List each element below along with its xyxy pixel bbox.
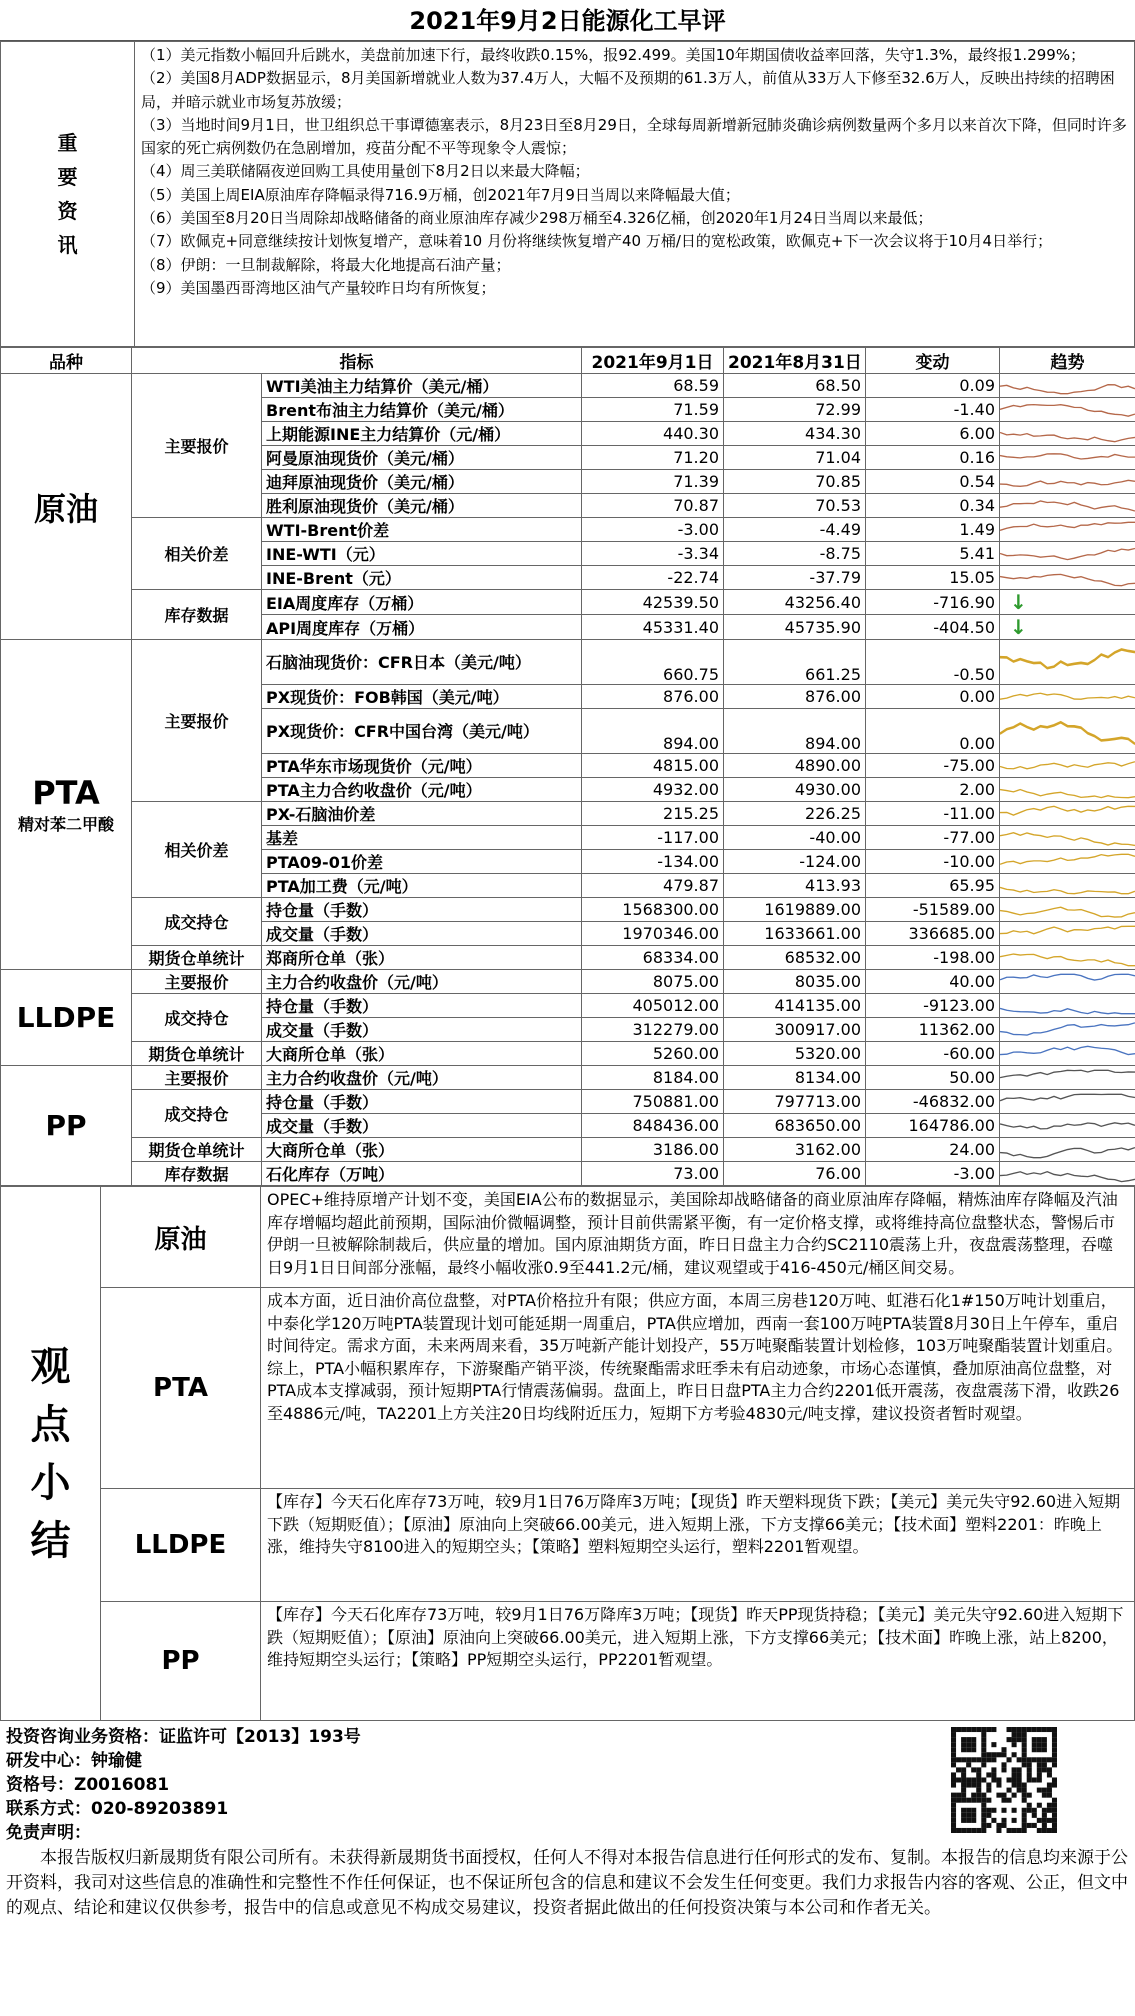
trend-cell — [1000, 1066, 1135, 1090]
table-row — [1, 802, 1135, 826]
value-sep1: 8075.00 — [582, 970, 724, 994]
table-row — [1, 1042, 1135, 1066]
lldpe-group-label: 期货仓单统计 — [132, 1042, 262, 1066]
lldpe-group-label: 成交持仓 — [132, 994, 262, 1042]
value-aug31: 300917.00 — [724, 1018, 866, 1042]
value-aug31: 76.00 — [724, 1162, 866, 1186]
value-aug31: -4.49 — [724, 518, 866, 542]
value-change: 0.34 — [866, 494, 1000, 518]
value-sep1: 312279.00 — [582, 1018, 724, 1042]
trend-sparkline — [1000, 543, 1135, 565]
footer — [0, 1721, 1135, 1925]
value-sep1: 894.00 — [582, 709, 724, 754]
value-aug31: -40.00 — [724, 826, 866, 850]
value-aug31: 4930.00 — [724, 778, 866, 802]
trend-sparkline — [1000, 827, 1135, 849]
indicator-name: 郑商所仓单（张） — [262, 946, 582, 970]
indicator-name: 持仓量（手数） — [262, 994, 582, 1018]
view-section-text: 成本方面，近日油价高位盘整，对PTA价格拉升有限；供应方面，本周三房巷120万吨、虹港石化1#150万吨计划重启，中泰化学120万吨PTA装置现计划可能延期一周重启，PTA供应增加，西南一套100万吨PTA装置8月30日上午停车，重启时间待定。需求方面，未来两周来看，35万吨新产能计划投产，55万吨聚酯装置计划检修，103万吨聚酯装置计划重启。综上，PTA小幅积累库存，下游聚酯产销平淡，传统聚酯需求旺季未有启动迹象，市场心态谨慎，叠加原油高位盘整，对PTA成本支撑减弱，预计短期PTA行情震荡偏弱。盘面上，昨日日盘PTA主力合约2201低开震荡，夜盘震荡下滑，收跌26至4886元/吨，TA2201上方关注20日均线附近压力，短期下方考验4830元/吨支撑，建议投资者暂时观望。 — [261, 1288, 1135, 1489]
view-summary-section — [0, 1186, 1135, 1721]
view-section-text: OPEC+维持原增产计划不变，美国EIA公布的数据显示，美国除却战略储备的商业原油库存降幅，精炼油库存降幅及汽油库存增幅均超此前预期，国际油价微幅调整，预计目前供需紧平衡，有一定价格支撑，或将维持高位盘整状态，警惕后市伊朗一旦被解除制裁后，供应量的增加。国内原油期货方面，昨日日盘主力合约SC2110震荡上升，夜盘震荡整理，吞噬日9月1日日间部分涨幅，最终小幅收涨0.9至441.2元/桶，建议观望或于416-450元/桶区间交易。 — [261, 1187, 1135, 1288]
value-sep1: 215.25 — [582, 802, 724, 826]
value-aug31: 434.30 — [724, 422, 866, 446]
value-aug31: 1633661.00 — [724, 922, 866, 946]
trend-cell — [1000, 1090, 1135, 1114]
trend-cell — [1000, 802, 1135, 826]
trend-cell — [1000, 422, 1135, 446]
value-change: -10.00 — [866, 850, 1000, 874]
table-row — [1, 1162, 1135, 1186]
indicator-name: 大商所仓单（张） — [262, 1042, 582, 1066]
trend-cell — [1000, 446, 1135, 470]
lldpe-variety-name: LLDPE — [16, 1001, 116, 1034]
news-item: （7）欧佩克+同意继续按计划恢复增产，意味着10 月份将继续恢复增产40 万桶/日的宽松政策，欧佩克+下一次会议将于10月4日举行； — [141, 232, 1053, 251]
value-sep1: 848436.00 — [582, 1114, 724, 1138]
value-change: -60.00 — [866, 1042, 1000, 1066]
value-aug31: 70.85 — [724, 470, 866, 494]
value-change: -46832.00 — [866, 1090, 1000, 1114]
value-sep1: 750881.00 — [582, 1090, 724, 1114]
value-change: 0.54 — [866, 470, 1000, 494]
view-section-text: 【库存】今天石化库存73万吨，较9月1日76万降库3万吨；【现货】昨天PP现货持稳；【美元】美元失守92.60进入短期下跌（短期贬值）；【原油】原油向上突破66.00美元，进入短期上涨，下方支撑66美元；【技术面】昨晚上涨，站上8200，维持短期空头运行；【策略】PP短期空头运行，PP2201暂观望。 — [261, 1602, 1135, 1721]
footer-cert-number: 资格号：Z0016081 — [6, 1775, 170, 1795]
value-aug31: 8134.00 — [724, 1066, 866, 1090]
trend-cell — [1000, 374, 1135, 398]
table-row — [1, 590, 1135, 615]
pta-group-label: 成交持仓 — [132, 898, 262, 946]
trend-sparkline — [1000, 779, 1135, 801]
pta-group-label: 期货仓单统计 — [132, 946, 262, 970]
indicator-name: PX现货价：CFR中国台湾（美元/吨） — [262, 709, 582, 754]
pp-group-label: 主要报价 — [132, 1066, 262, 1090]
value-change: 5.41 — [866, 542, 1000, 566]
trend-sparkline — [1000, 1067, 1135, 1089]
value-sep1: -117.00 — [582, 826, 724, 850]
value-change: 0.09 — [866, 374, 1000, 398]
news-item: （9）美国墨西哥湾地区油气产量较昨日均有所恢复； — [141, 278, 496, 297]
footer-disclaimer: 本报告版权归新晟期货有限公司所有。未获得新晟期货书面授权，任何人不得对本报告信息进行任何形式的发布、复制。本报告的信息均来源于公开资料，我司对这些信息的准确性和完整性不作任何保证，也不保证所包含的信息和建议不会发生任何变更。我们力求报告内容的客观、公正，但文中的观点、结论和建议仅供参考，报告中的信息或意见不构成交易建议，投资者据此做出的任何投资决策与本公司和作者无关。 — [6, 1848, 1128, 1918]
value-aug31: 43256.40 — [724, 590, 866, 615]
qr-code-icon — [951, 1727, 1057, 1833]
value-aug31: -124.00 — [724, 850, 866, 874]
view-row — [1, 1489, 1135, 1602]
crude-variety-name: 原油 — [33, 489, 98, 528]
value-sep1: 3186.00 — [582, 1138, 724, 1162]
table-row — [1, 994, 1135, 1018]
table-row — [1, 1066, 1135, 1090]
trend-sparkline — [1000, 803, 1135, 825]
trend-cell — [1000, 1138, 1135, 1162]
trend-cell — [1000, 685, 1135, 709]
value-change: -404.50 — [866, 615, 1000, 640]
view-section-name: PTA — [101, 1288, 261, 1489]
lldpe-group-label: 主要报价 — [132, 970, 262, 994]
value-sep1: 70.87 — [582, 494, 724, 518]
col-header-variety: 品种 — [1, 348, 132, 374]
value-aug31: 1619889.00 — [724, 898, 866, 922]
table-header-row — [1, 348, 1135, 374]
value-change: 0.00 — [866, 685, 1000, 709]
value-change: 1.49 — [866, 518, 1000, 542]
trend-cell — [1000, 850, 1135, 874]
trend-cell — [1000, 778, 1135, 802]
news-header: 重要资讯 — [1, 42, 135, 347]
trend-cell — [1000, 590, 1135, 615]
indicator-name: 阿曼原油现货价（美元/桶） — [262, 446, 582, 470]
news-item: （4）周三美联储隔夜逆回购工具使用量创下8月2日以来最大降幅； — [141, 162, 590, 181]
indicator-name: PX-石脑油价差 — [262, 802, 582, 826]
table-row — [1, 898, 1135, 922]
value-change: -0.50 — [866, 640, 1000, 685]
view-row — [1, 1288, 1135, 1489]
value-aug31: 226.25 — [724, 802, 866, 826]
value-change: -9123.00 — [866, 994, 1000, 1018]
value-sep1: 68334.00 — [582, 946, 724, 970]
indicator-name: API周度库存（万桶） — [262, 615, 582, 640]
indicator-name: 大商所仓单（张） — [262, 1138, 582, 1162]
pp-variety-cell — [1, 1066, 132, 1186]
market-data-table — [0, 347, 1135, 1186]
news-item: （2）美国8月ADP数据显示，8月美国新增就业人数为37.4万人，大幅不及预期的61.3万人，前值从33万人下修至32.6万人，反映出持续的招聘困局，并暗示就业市场复苏放缓； — [141, 69, 1115, 111]
footer-contact: 联系方式：020-89203891 — [6, 1799, 229, 1819]
value-sep1: 479.87 — [582, 874, 724, 898]
value-sep1: 440.30 — [582, 422, 724, 446]
value-aug31: 414135.00 — [724, 994, 866, 1018]
value-change: 40.00 — [866, 970, 1000, 994]
trend-cell — [1000, 946, 1135, 970]
col-header-change: 变动 — [866, 348, 1000, 374]
trend-cell — [1000, 1018, 1135, 1042]
news-body — [135, 42, 1135, 347]
value-aug31: -8.75 — [724, 542, 866, 566]
trend-sparkline — [1000, 495, 1135, 517]
value-sep1: -3.00 — [582, 518, 724, 542]
view-row — [1, 1187, 1135, 1288]
pta-group-label: 主要报价 — [132, 640, 262, 802]
table-row — [1, 518, 1135, 542]
trend-sparkline — [1000, 899, 1135, 921]
trend-sparkline — [1000, 567, 1135, 589]
indicator-name: 主力合约收盘价（元/吨） — [262, 970, 582, 994]
view-section-name: PP — [101, 1602, 261, 1721]
trend-cell — [1000, 970, 1135, 994]
value-change: -11.00 — [866, 802, 1000, 826]
indicator-name: PTA主力合约收盘价（元/吨） — [262, 778, 582, 802]
col-header-date2: 2021年8月31日 — [724, 348, 866, 374]
news-item: （8）伊朗：一旦制裁解除，将最大化地提高石油产量； — [141, 255, 511, 274]
value-change: -51589.00 — [866, 898, 1000, 922]
value-sep1: 45331.40 — [582, 615, 724, 640]
value-sep1: 8184.00 — [582, 1066, 724, 1090]
trend-sparkline — [1000, 447, 1135, 469]
trend-cell — [1000, 566, 1135, 590]
crude-group-label: 相关价差 — [132, 518, 262, 590]
trend-sparkline — [1000, 640, 1135, 684]
indicator-name: EIA周度库存（万桶） — [262, 590, 582, 615]
trend-cell — [1000, 470, 1135, 494]
view-row — [1, 1602, 1135, 1721]
col-header-indicator: 指标 — [132, 348, 582, 374]
col-header-trend: 趋势 — [1000, 348, 1135, 374]
trend-cell — [1000, 398, 1135, 422]
value-sep1: -22.74 — [582, 566, 724, 590]
trend-sparkline — [1000, 923, 1135, 945]
pta-group-label: 相关价差 — [132, 802, 262, 898]
trend-sparkline — [1000, 851, 1135, 873]
trend-cell — [1000, 898, 1135, 922]
report-title: 2021年9月2日能源化工早评 — [0, 0, 1135, 41]
trend-sparkline — [1000, 471, 1135, 493]
value-aug31: 894.00 — [724, 709, 866, 754]
indicator-name: INE-Brent（元） — [262, 566, 582, 590]
indicator-name: PX现货价：FOB韩国（美元/吨） — [262, 685, 582, 709]
value-aug31: 70.53 — [724, 494, 866, 518]
value-sep1: 42539.50 — [582, 590, 724, 615]
trend-sparkline — [1000, 399, 1135, 421]
trend-sparkline — [1000, 1091, 1135, 1113]
news-item: （3）当地时间9月1日，世卫组织总干事谭德塞表示，8月23日至8月29日，全球每周新增新冠肺炎确诊病例数量两个多月以来首次下降，但同时许多国家的死亡病例数仍在急剧增加，疫苗分配不平等现象令人震惊； — [141, 115, 1127, 158]
down-arrow-icon: ↓ — [1010, 590, 1027, 614]
value-aug31: 3162.00 — [724, 1138, 866, 1162]
indicator-name: WTI美油主力结算价（美元/桶） — [262, 374, 582, 398]
crude-group-label: 库存数据 — [132, 590, 262, 640]
indicator-name: 胜利原油现货价（美元/桶） — [262, 494, 582, 518]
value-sep1: 73.00 — [582, 1162, 724, 1186]
trend-sparkline — [1000, 995, 1135, 1017]
indicator-name: 石化库存（万吨） — [262, 1162, 582, 1186]
indicator-name: 主力合约收盘价（元/吨） — [262, 1066, 582, 1090]
value-aug31: 4890.00 — [724, 754, 866, 778]
view-header — [1, 1187, 101, 1721]
value-aug31: 683650.00 — [724, 1114, 866, 1138]
crude-variety-cell — [1, 374, 132, 640]
indicator-name: Brent布油主力结算价（美元/桶） — [262, 398, 582, 422]
value-sep1: 1970346.00 — [582, 922, 724, 946]
indicator-name: 基差 — [262, 826, 582, 850]
footer-research-center: 研发中心：钟瑜健 — [6, 1751, 142, 1771]
table-row — [1, 970, 1135, 994]
value-change: 15.05 — [866, 566, 1000, 590]
trend-cell — [1000, 922, 1135, 946]
table-row — [1, 1090, 1135, 1114]
trend-sparkline — [1000, 755, 1135, 777]
value-sep1: 71.20 — [582, 446, 724, 470]
value-change: 0.16 — [866, 446, 1000, 470]
value-change: 11362.00 — [866, 1018, 1000, 1042]
value-aug31: 72.99 — [724, 398, 866, 422]
down-arrow-icon: ↓ — [1010, 615, 1027, 639]
view-section-name: LLDPE — [101, 1489, 261, 1602]
value-aug31: 5320.00 — [724, 1042, 866, 1066]
indicator-name: 持仓量（手数） — [262, 1090, 582, 1114]
trend-sparkline — [1000, 1115, 1135, 1137]
value-aug31: 71.04 — [724, 446, 866, 470]
value-sep1: 4932.00 — [582, 778, 724, 802]
table-row — [1, 946, 1135, 970]
value-sep1: 71.39 — [582, 470, 724, 494]
trend-sparkline — [1000, 1019, 1135, 1041]
value-change: -3.00 — [866, 1162, 1000, 1186]
indicator-name: INE-WTI（元） — [262, 542, 582, 566]
indicator-name: 成交量（手数） — [262, 1018, 582, 1042]
value-change: -1.40 — [866, 398, 1000, 422]
value-change: 164786.00 — [866, 1114, 1000, 1138]
indicator-name: 持仓量（手数） — [262, 898, 582, 922]
value-sep1: 71.59 — [582, 398, 724, 422]
trend-cell — [1000, 874, 1135, 898]
trend-cell — [1000, 518, 1135, 542]
table-row — [1, 640, 1135, 685]
trend-sparkline — [1000, 875, 1135, 897]
value-change: 336685.00 — [866, 922, 1000, 946]
trend-cell — [1000, 542, 1135, 566]
value-change: 2.00 — [866, 778, 1000, 802]
value-aug31: 876.00 — [724, 685, 866, 709]
trend-cell — [1000, 826, 1135, 850]
trend-sparkline — [1000, 1043, 1135, 1065]
value-sep1: 1568300.00 — [582, 898, 724, 922]
trend-sparkline — [1000, 709, 1135, 753]
trend-sparkline — [1000, 971, 1135, 993]
value-change: -716.90 — [866, 590, 1000, 615]
value-aug31: 8035.00 — [724, 970, 866, 994]
trend-cell — [1000, 1162, 1135, 1186]
trend-sparkline — [1000, 423, 1135, 445]
trend-cell — [1000, 709, 1135, 754]
indicator-name: 成交量（手数） — [262, 1114, 582, 1138]
value-change: -198.00 — [866, 946, 1000, 970]
trend-sparkline — [1000, 686, 1135, 708]
value-change: 6.00 — [866, 422, 1000, 446]
value-sep1: 405012.00 — [582, 994, 724, 1018]
value-change: 50.00 — [866, 1066, 1000, 1090]
crude-group-label: 主要报价 — [132, 374, 262, 518]
indicator-name: 迪拜原油现货价（美元/桶） — [262, 470, 582, 494]
indicator-name: PTA加工费（元/吨） — [262, 874, 582, 898]
trend-sparkline — [1000, 375, 1135, 397]
col-header-date1: 2021年9月1日 — [582, 348, 724, 374]
indicator-name: 石脑油现货价：CFR日本（美元/吨） — [262, 640, 582, 685]
trend-sparkline — [1000, 1139, 1135, 1161]
trend-cell — [1000, 754, 1135, 778]
value-sep1: 4815.00 — [582, 754, 724, 778]
value-aug31: 413.93 — [724, 874, 866, 898]
indicator-name: 上期能源INE主力结算价（元/桶） — [262, 422, 582, 446]
value-change: -75.00 — [866, 754, 1000, 778]
pp-group-label: 期货仓单统计 — [132, 1138, 262, 1162]
pp-group-label: 库存数据 — [132, 1162, 262, 1186]
value-change: 0.00 — [866, 709, 1000, 754]
value-change: -77.00 — [866, 826, 1000, 850]
pta-variety-full-name: 精对苯二甲酸 — [17, 815, 114, 834]
lldpe-variety-cell — [1, 970, 132, 1066]
table-row — [1, 374, 1135, 398]
indicator-name: PTA09-01价差 — [262, 850, 582, 874]
value-change: 24.00 — [866, 1138, 1000, 1162]
footer-disclaimer-title: 免责声明： — [6, 1823, 91, 1843]
trend-cell — [1000, 994, 1135, 1018]
value-sep1: -3.34 — [582, 542, 724, 566]
pta-variety-cell — [1, 640, 132, 970]
trend-cell — [1000, 615, 1135, 640]
value-aug31: 68532.00 — [724, 946, 866, 970]
pp-variety-name: PP — [45, 1109, 87, 1142]
news-section — [0, 41, 1135, 347]
value-sep1: 876.00 — [582, 685, 724, 709]
value-sep1: -134.00 — [582, 850, 724, 874]
news-item: （5）美国上周EIA原油库存降幅录得716.9万桶，创2021年7月9日当周以来降幅最大值； — [141, 185, 740, 204]
value-change: 65.95 — [866, 874, 1000, 898]
value-aug31: 45735.90 — [724, 615, 866, 640]
pp-group-label: 成交持仓 — [132, 1090, 262, 1138]
indicator-name: 成交量（手数） — [262, 922, 582, 946]
trend-cell — [1000, 640, 1135, 685]
trend-cell — [1000, 1042, 1135, 1066]
view-header-text: 观点小结 — [30, 1343, 71, 1564]
footer-qualification: 投资咨询业务资格：证监许可【2013】193号 — [6, 1727, 361, 1747]
value-aug31: -37.79 — [724, 566, 866, 590]
trend-sparkline — [1000, 519, 1135, 541]
indicator-name: PTA华东市场现货价（元/吨） — [262, 754, 582, 778]
pta-variety-name: PTA — [32, 774, 100, 812]
value-aug31: 661.25 — [724, 640, 866, 685]
trend-cell — [1000, 1114, 1135, 1138]
value-aug31: 797713.00 — [724, 1090, 866, 1114]
value-sep1: 5260.00 — [582, 1042, 724, 1066]
value-sep1: 68.59 — [582, 374, 724, 398]
news-item: （1）美元指数小幅回升后跳水，美盘前加速下行，最终收跌0.15%，报92.499。美国10年期国债收益率回落，失守1.3%，最终报1.299%； — [141, 46, 1086, 64]
view-section-name: 原油 — [101, 1187, 261, 1288]
view-section-text: 【库存】今天石化库存73万吨，较9月1日76万降库3万吨；【现货】昨天塑料现货下跌；【美元】美元失守92.60进入短期下跌（短期贬值）；【原油】原油向上突破66.00美元，进入短期上涨，下方支撑66美元；【技术面】塑料2201：昨晚上涨，维持失守8100进入的短期空头；【策略】塑料短期空头运行，塑料2201暂观望。 — [261, 1489, 1135, 1602]
news-item: （6）美国至8月20日当周除却战略储备的商业原油库存减少298万桶至4.326亿桶，创2020年1月24日当周以来最低； — [141, 209, 933, 228]
value-sep1: 660.75 — [582, 640, 724, 685]
trend-sparkline — [1000, 947, 1135, 969]
trend-cell — [1000, 494, 1135, 518]
table-row — [1, 1138, 1135, 1162]
trend-sparkline — [1000, 1163, 1135, 1185]
value-aug31: 68.50 — [724, 374, 866, 398]
indicator-name: WTI-Brent价差 — [262, 518, 582, 542]
